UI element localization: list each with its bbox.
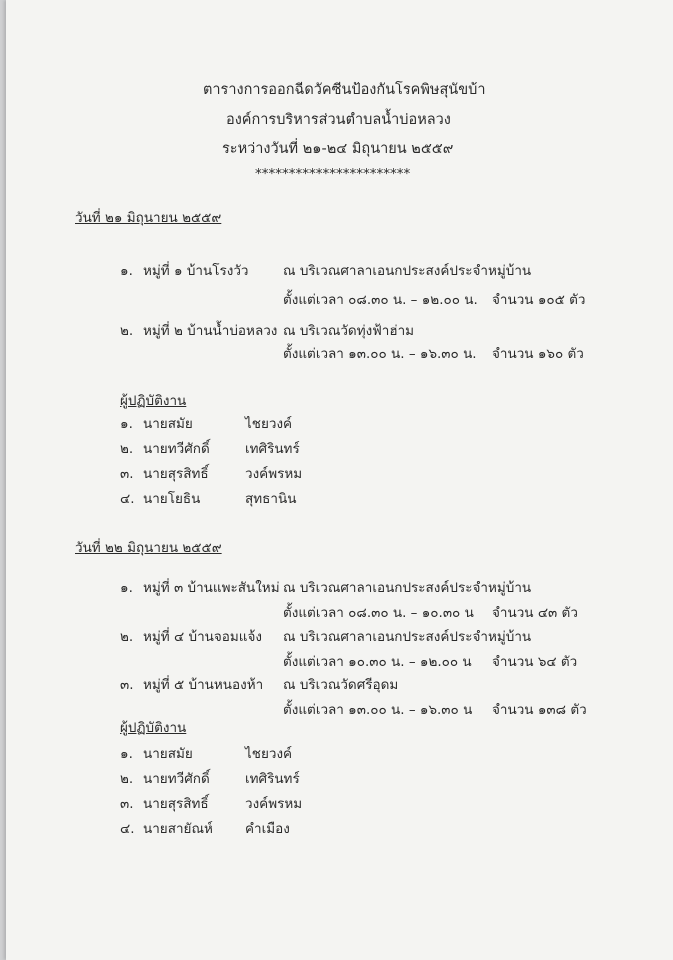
- day1-entry-time: ตั้งแต่เวลา ๐๘.๓๐ น. – ๑๒.๐๐ น.: [283, 292, 478, 308]
- day2-entry-place: ณ บริเวณวัดศรีอุดม: [283, 677, 399, 693]
- day1-entry-no: ๑.: [120, 263, 133, 279]
- day2-entry-time: ตั้งแต่เวลา ๐๘.๓๐ น. – ๑๐.๓๐ น: [283, 605, 474, 621]
- day2-staff-heading: ผู้ปฏิบัติงาน: [120, 720, 187, 736]
- day2-staff-no: ๑.: [120, 746, 133, 762]
- day1-entry-time: ตั้งแต่เวลา ๑๓.๐๐ น. – ๑๖.๓๐ น.: [283, 346, 477, 362]
- day1-staff-heading: ผู้ปฏิบัติงาน: [120, 393, 187, 409]
- day2-staff-last: คำเมือง: [245, 821, 290, 837]
- day1-staff-no: ๒.: [120, 441, 134, 457]
- day1-staff-first: นายโยธิน: [143, 491, 201, 507]
- day2-staff-no: ๓.: [120, 796, 134, 812]
- day1-staff-last: ไชยวงค์: [245, 416, 293, 432]
- day1-staff-no: ๓.: [120, 466, 134, 482]
- day2-entry-place: ณ บริเวณศาลาเอนกประสงค์ประจำหมู่บ้าน: [283, 629, 532, 645]
- day2-entry-count: จำนวน ๖๔ ตัว: [492, 654, 578, 670]
- day1-staff-last: เทศิรินทร์: [245, 441, 300, 457]
- day2-entry-village: หมู่ที่ ๓ บ้านแพะสันใหม่: [143, 580, 280, 596]
- day2-entry-place: ณ บริเวณศาลาเอนกประสงค์ประจำหมู่บ้าน: [283, 580, 532, 596]
- day1-staff-no: ๔.: [120, 491, 135, 507]
- title-line-1: ตารางการออกฉีดวัคซีนป้องกันโรคพิษสุนัขบ้า: [203, 82, 486, 98]
- day2-staff-first: นายทวีศักดิ์: [143, 771, 210, 787]
- day2-staff-first: นายสุรสิทธิ์: [143, 796, 209, 812]
- day2-entry-count: จำนวน ๑๓๘ ตัว: [492, 702, 587, 718]
- day2-staff-last: เทศิรินทร์: [245, 771, 300, 787]
- day2-staff-first: นายสมัย: [143, 746, 193, 762]
- day1-staff-first: นายสมัย: [143, 416, 193, 432]
- day2-staff-no: ๔.: [120, 821, 135, 837]
- day2-entry-no: ๓.: [120, 677, 134, 693]
- day2-entry-village: หมู่ที่ ๔ บ้านจอมแจ้ง: [143, 629, 262, 645]
- day1-entry-village: หมู่ที่ ๑ บ้านโรงวัว: [143, 263, 249, 279]
- title-line-2: องค์การบริหารส่วนตำบลน้ำบ่อหลวง: [226, 112, 451, 128]
- day2-heading: วันที่ ๒๒ มิถุนายน ๒๕๕๙: [75, 540, 222, 556]
- document-page: [6, 0, 673, 960]
- title-separator: ***********************: [255, 166, 411, 182]
- day2-staff-no: ๒.: [120, 771, 134, 787]
- day2-entry-village: หมู่ที่ ๕ บ้านหนองห้า: [143, 677, 264, 693]
- day1-staff-last: วงค์พรหม: [245, 466, 303, 482]
- title-line-3: ระหว่างวันที่ ๒๑-๒๔ มิถุนายน ๒๕๕๙: [222, 141, 454, 157]
- day2-staff-first: นายสายัณห์: [143, 821, 213, 837]
- day2-entry-no: ๒.: [120, 629, 134, 645]
- day1-entry-place: ณ บริเวณศาลาเอนกประสงค์ประจำหมู่บ้าน: [283, 263, 532, 279]
- day2-entry-no: ๑.: [120, 580, 133, 596]
- day1-staff-no: ๑.: [120, 416, 133, 432]
- day1-entry-place: ณ บริเวณวัดทุ่งฟ้าฮ่าม: [283, 323, 415, 339]
- day2-staff-last: ไชยวงค์: [245, 746, 293, 762]
- day1-entry-no: ๒.: [120, 323, 134, 339]
- day2-entry-count: จำนวน ๔๓ ตัว: [492, 605, 578, 621]
- day1-staff-last: สุทธานิน: [245, 491, 297, 507]
- day1-entry-village: หมู่ที่ ๒ บ้านน้ำบ่อหลวง: [143, 323, 278, 339]
- day1-heading: วันที่ ๒๑ มิถุนายน ๒๕๕๙: [75, 210, 222, 226]
- day2-staff-last: วงค์พรหม: [245, 796, 303, 812]
- day2-entry-time: ตั้งแต่เวลา ๑๓.๐๐ น. – ๑๖.๓๐ น: [283, 702, 473, 718]
- day2-entry-time: ตั้งแต่เวลา ๑๐.๓๐ น. – ๑๒.๐๐ น: [283, 654, 472, 670]
- day1-entry-count: จำนวน ๑๖๐ ตัว: [492, 346, 584, 362]
- day1-staff-first: นายทวีศักดิ์: [143, 441, 210, 457]
- day1-entry-count: จำนวน ๑๐๕ ตัว: [492, 292, 586, 308]
- day1-staff-first: นายสุรสิทธิ์: [143, 466, 209, 482]
